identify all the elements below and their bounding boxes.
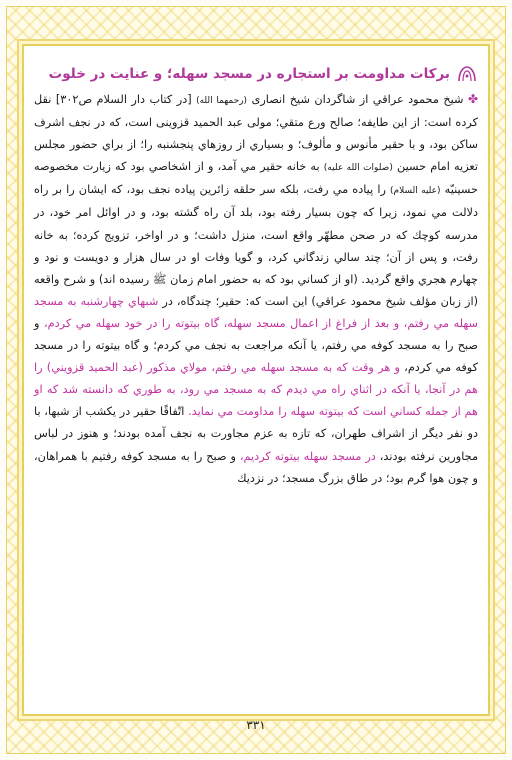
text-segment: اتّفاقًا حقير در يكشب از شبها، با دو نفر ديگر از اشراف طهران، كه تازه به عزم مجاورت به نجف آمده بودند؛ و هنوز در لباس مجاورين نرفته بودند، (34, 405, 479, 463)
highlighted-text: شبهاي چهارشنبه به مسجد سهله مي رفتم، و بعد از فراغ از اعمال مسجد سهله، گاه بيتوته را در خود سهله مي كردم، (34, 294, 478, 330)
heading-text: برکات مداومت بر استجاره در مسجد سهله؛ و عنایت در خلوت (48, 66, 450, 82)
text-segment: [در كتاب دار السلام ص۳۰۲] نقل كرده است: از اين طايفه؛ صالح ورع متقي؛ مولی عبد الحميد قزوينی است، كه در نجف اشرف ساكن بود، و با حقير مأنوس و مألوف؛ و بسياري از روزهاي پنجشنبه را؛ از براي حضور مجلس تعزيه امام حسين (34, 93, 479, 174)
highlighted-text: و هر وقت كه به مسجد سهله مي رفتم، مولاي مذكور (عبد الحميد قزويني) را هم در آنجا، يا آنكه در اثناي راه مي ديدم كه به مسجد مي رود، به طوري كه دانسته شد كه او هم از جمله كساني است كه بيتوته سهله را مداومت مي نمايد. (34, 361, 479, 419)
text-segment: و صبح را به مسجد كوفه رفتيم با همراهان، و چون هوا گرم بود؛ در طاق بزرگ مسجد؛ در نزديك (34, 449, 478, 485)
text-segment: و صبح را به مسجد كوفه مي رفتم، يا آنكه مراجعت به نجف مي كردم؛ و گاه بيتوته را در مسجد كوفه مي كردم، (34, 316, 479, 375)
page-number: ۳۳۱ (246, 718, 266, 732)
highlighted-text: در مسجد سهله بيتوته كرديم، (239, 449, 376, 463)
content (34, 64, 478, 490)
honorific: (رحمهما الله) (196, 96, 248, 106)
text-segment: را پياده مي رفت، بلكه سر حلقه زائرين پياده نجف بود، كه ايشان را بر راه دلالت مي نمود، زيرا كه چون بسيار رفته بود، بلد آن راه گشته بود، و در اوائل امر خود، در مدرسه كوچك كه در صحن مطهّر واقع است، منزل داشت؛ و در اواخر، تزويج كرده؛ به خانه رفت، و پس از آن؛ چند سالي زندگاني كرد، و گويا وفات او در سال هزار و دويست و نود و چهارم هجري واقع گرديد. (او از كساني بود كه به حضور امام زمان ﷺ رسيده اند) و شرح واقعه (از زبان مؤلف شيخ محمود عراقي) اين است كه: حقير؛ چندگاه، در (34, 183, 479, 308)
text-segment: شيخ محمود عراقي از شاگردان شيخ انصاری (251, 93, 464, 106)
section-heading (34, 64, 478, 84)
text-segment: به خانه حقير مي آمد، و از اشخاصي بود كه زيارت مخصوصه حسينيّه (34, 160, 478, 197)
honorific: (صلوات الله عليه) (323, 163, 393, 174)
star-icon: ✤ (467, 92, 478, 106)
honorific: (عليه السلام) (390, 186, 441, 197)
ornament-icon (456, 65, 478, 83)
body-paragraph (34, 88, 478, 490)
